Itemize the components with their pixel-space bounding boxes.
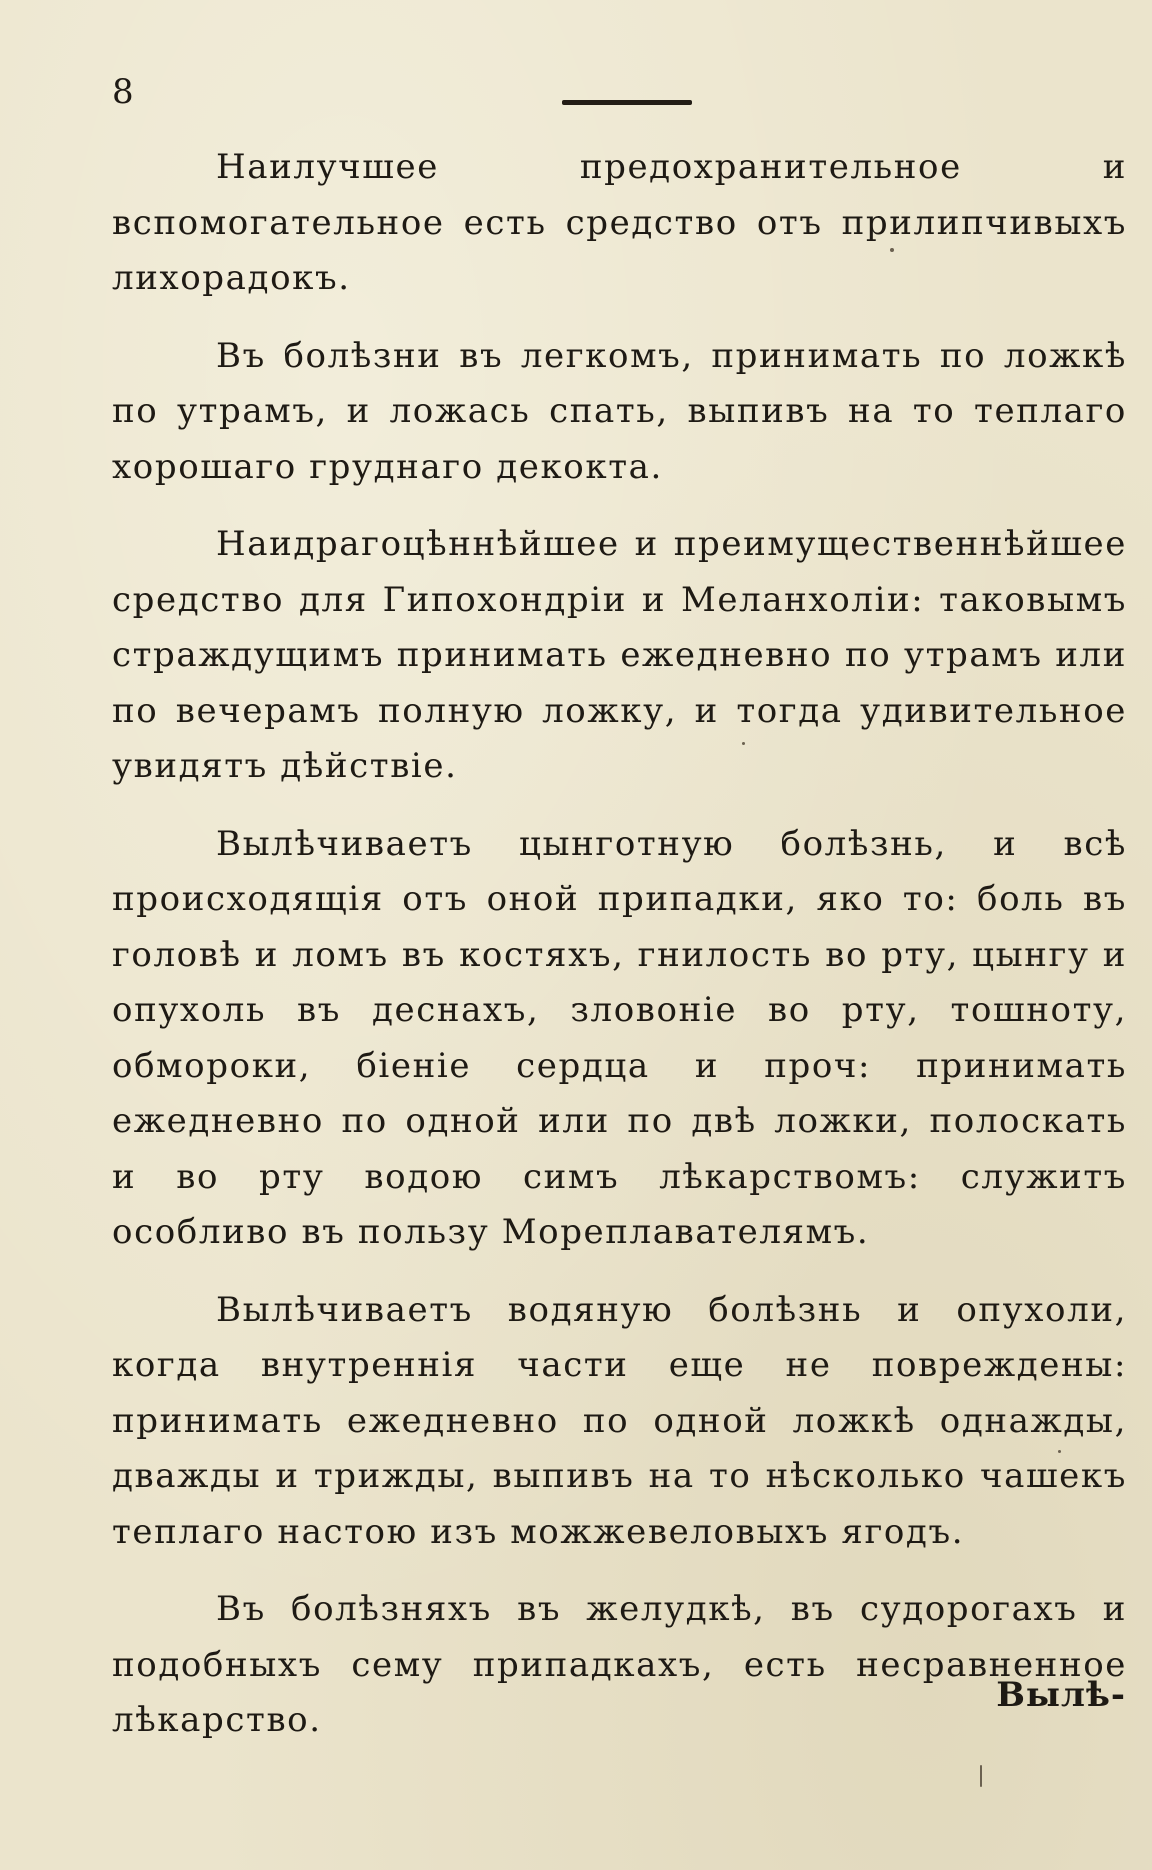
paragraph-stomach: Въ болѣзняхъ въ желудкѣ, въ судорогахъ и подобныхъ сему припадкахъ, есть несравненное лѣкарство.	[112, 1589, 1127, 1740]
paper-speck	[980, 1765, 982, 1787]
page-number: 8	[112, 72, 134, 112]
header-rule	[562, 100, 692, 105]
page-header	[112, 72, 1002, 112]
page-body	[112, 140, 1127, 1771]
paper-speck	[890, 248, 894, 252]
paper-speck	[1058, 1450, 1061, 1453]
catchword: Вылѣ-	[996, 1675, 1126, 1715]
paragraph-scurvy: Вылѣчиваетъ цынготную болѣзнь, и всѣ происходящія отъ оной припадки, яко то: боль въ головѣ и ломъ въ костяхъ, гнилость во рту, цынгу и опухоль въ деснахъ, зловоніе во рту, тошноту, обмороки, біеніе сердца и проч: принимать ежедневно по одной или по двѣ ложки, полоскать и во рту водою симъ лѣкарствомъ: служитъ особливо въ пользу Мореплавателямъ.	[112, 823, 1127, 1252]
paragraph-dropsy: Вылѣчиваетъ водяную болѣзнь и опухоли, когда внутреннія части еще не повреждены: принимать ежедневно по одной ложкѣ однажды, дважды и трижды, выпивъ на то нѣсколько чашекъ теплаго настою изъ можжевеловыхъ ягодъ.	[112, 1289, 1127, 1552]
paragraph-hypochondria: Наидрагоцѣннѣйшее и преимущественнѣйшее средство для Гипохондріи и Меланхоліи: таковымъ страждущимъ принимать ежедневно по утрамъ или по вечерамъ полную ложку, и тогда удивительное увидятъ дѣйствіе.	[112, 524, 1127, 786]
paper-speck	[742, 742, 745, 745]
paragraph-lungs: Въ болѣзни въ легкомъ, принимать по ложкѣ по утрамъ, и ложась спать, выпивъ на то теплаго хорошаго груднаго декокта.	[112, 335, 1127, 487]
paragraph-fever: Наилучшее предохранительное и вспомогательное есть средство отъ прилипчивыхъ лихорадокъ.	[112, 147, 1127, 298]
